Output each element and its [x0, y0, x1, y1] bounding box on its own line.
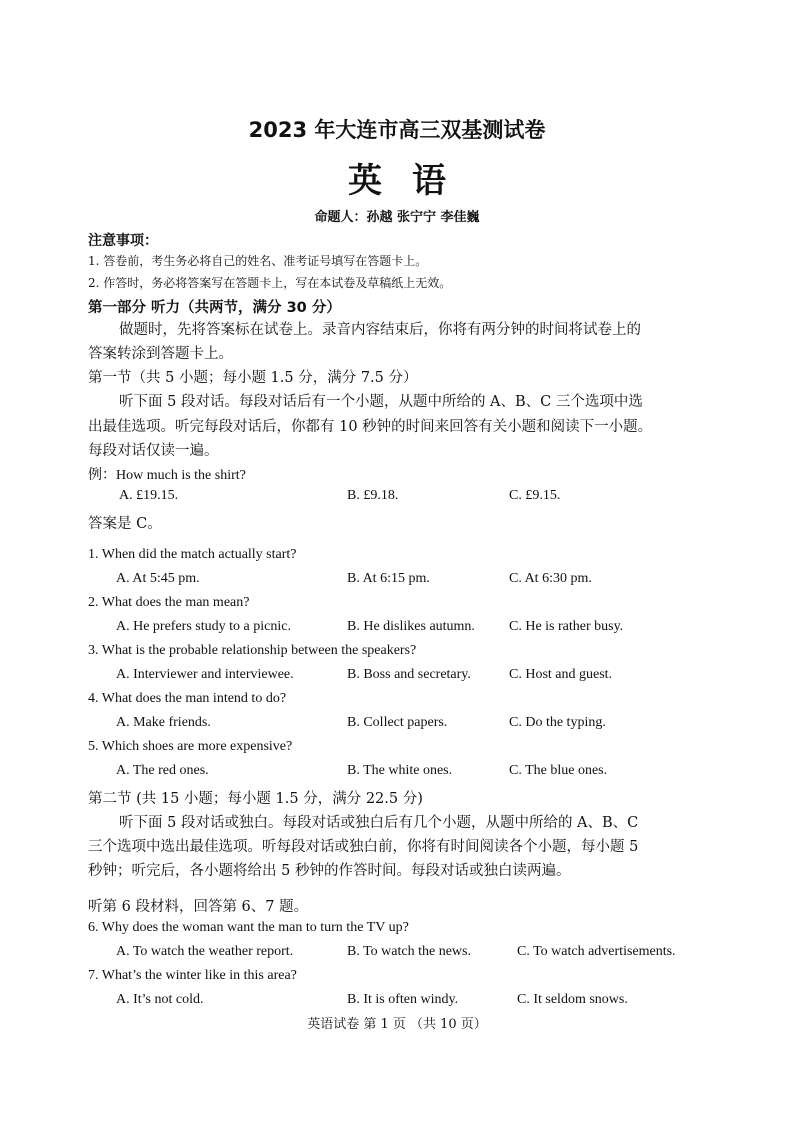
option-a: A. The red ones.	[116, 763, 209, 778]
section2-intro-line: 秒钟；听完后，各小题将给出 5 秒钟的作答时间。每段对话或独白读两遍。	[88, 863, 571, 879]
option-b: B. Boss and secretary.	[347, 667, 471, 682]
option-b: B. At 6:15 pm.	[347, 571, 430, 586]
option-c: C. At 6:30 pm.	[509, 571, 592, 586]
section2-intro-line: 听下面 5 段对话或独白。每段对话或独白后有几个小题，从题中所给的 A、B、C	[119, 815, 639, 831]
option-a: A. It’s not cold.	[116, 992, 204, 1007]
example-answer: 答案是 C。	[88, 516, 162, 532]
section2-heading: 第二节 (共 15 小题；每小题 1.5 分，满分 22.5 分)	[88, 791, 423, 807]
option-b: B. To watch the news.	[347, 944, 471, 959]
question-text: 5. Which shoes are more expensive?	[88, 739, 293, 754]
section2-intro-line: 三个选项中选出最佳选项。听每段对话或独白前，你将有时间阅读各个小题，每小题 5	[88, 839, 639, 855]
option-c: C. He is rather busy.	[509, 619, 624, 634]
option-a: A. He prefers study to a picnic.	[116, 619, 291, 634]
question-text: 1. When did the match actually start?	[88, 547, 297, 562]
option-b: B. The white ones.	[347, 763, 453, 778]
example-option-b: B. £9.18.	[347, 488, 399, 503]
material-instruction: 听第 6 段材料，回答第 6、7 题。	[88, 899, 309, 915]
subject-title: 英语	[348, 161, 476, 201]
option-a: A. Interviewer and interviewee.	[116, 667, 294, 682]
section1-intro-line: 每段对话仅读一遍。	[88, 443, 219, 459]
option-c: C. To watch advertisements.	[517, 944, 676, 959]
option-b: B. He dislikes autumn.	[347, 619, 475, 634]
option-c: C. The blue ones.	[509, 763, 608, 778]
notes-heading: 注意事项：	[88, 233, 158, 249]
part1-heading: 第一部分 听力（共两节，满分 30 分）	[88, 300, 341, 316]
example-question: 例：How much is the shirt?	[88, 468, 246, 483]
question-text: 2. What does the man mean?	[88, 595, 250, 610]
section1-intro-line: 出最佳选项。听完每段对话后，你都有 10 秒钟的时间来回答有关小题和阅读下一小题。	[88, 419, 653, 435]
question-text: 6. Why does the woman want the man to turn the TV up?	[88, 920, 409, 935]
question-text: 7. What’s the winter like in this area?	[88, 968, 297, 983]
option-c: C. It seldom snows.	[517, 992, 628, 1007]
part1-intro-line: 答案转涂到答题卡上。	[88, 346, 233, 362]
question-text: 4. What does the man intend to do?	[88, 691, 287, 706]
section1-intro-line: 听下面 5 段对话。每段对话后有一个小题，从题中所给的 A、B、C 三个选项中选	[119, 394, 643, 410]
exam-title: 2023 年大连市高三双基测试卷	[248, 118, 546, 142]
option-a: A. At 5:45 pm.	[116, 571, 200, 586]
section1-heading: 第一节（共 5 小题；每小题 1.5 分，满分 7.5 分）	[88, 370, 418, 386]
example-option-c: C. £9.15.	[509, 488, 561, 503]
option-c: C. Do the typing.	[509, 715, 606, 730]
authors-line: 命题人：孙越 张宁宁 李佳巍	[314, 210, 480, 225]
part1-intro-line: 做题时，先将答案标在试卷上。录音内容结束后，你将有两分钟的时间将试卷上的	[119, 322, 641, 338]
option-b: B. It is often windy.	[347, 992, 459, 1007]
page-footer: 英语试卷 第 1 页 （共 10 页）	[307, 1017, 487, 1032]
question-text: 3. What is the probable relationship between the speakers?	[88, 643, 417, 658]
note-item: 2. 作答时，务必将答案写在答题卡上，写在本试卷及草稿纸上无效。	[88, 276, 452, 290]
option-a: A. Make friends.	[116, 715, 211, 730]
example-option-a: A. £19.15.	[119, 488, 179, 503]
option-c: C. Host and guest.	[509, 667, 613, 682]
option-a: A. To watch the weather report.	[116, 944, 294, 959]
note-item: 1. 答卷前，考生务必将自己的姓名、准考证号填写在答题卡上。	[88, 254, 428, 268]
option-b: B. Collect papers.	[347, 715, 448, 730]
